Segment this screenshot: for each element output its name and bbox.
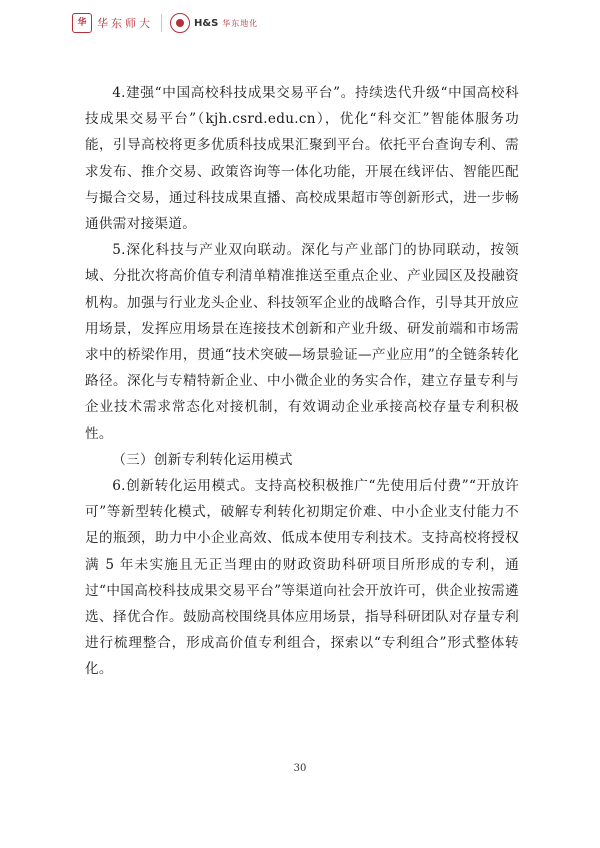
partner-logo — [170, 13, 258, 33]
university-emblem-icon: 华 — [72, 13, 92, 33]
partner-brand: H&S — [194, 17, 219, 29]
document-body — [85, 80, 519, 683]
paragraph-item-6: 6.创新转化运用模式。支持高校积极推广“先使用后付费”“开放许可”等新型转化模式，破解专利转化初期定价难、中小企业支付能力不足的瓶颈，助力中小企业高效、低成本使用专利技术。支持高校将授权满 5 年未实施且无正当理由的财政资助科研项目所形成的专利，通过“中国高校科技成果交易平台”等渠道向社会开放许可，供企业按需遴选、择优合作。鼓励高校围绕具体应用场景，指导科研团队对存量专利进行梳理整合，形成高价值专利组合，探索以“专利组合”形式整体转化。 — [85, 478, 519, 678]
header-divider — [161, 14, 162, 32]
university-logo-text: 华东师大 — [97, 17, 153, 30]
page-number: 30 — [293, 763, 307, 774]
university-logo — [72, 13, 153, 33]
partner-emblem-icon — [170, 13, 190, 33]
partner-logo-text: 华东地化 — [222, 18, 259, 28]
paragraph-item-4: 4.建强“中国高校科技成果交易平台”。持续迭代升级“中国高校科技成果交易平台”（kjh.csrd.edu.cn），优化“科交汇”智能体服务功能，引导高校将更多优质科技成果汇聚到平台。依托平台查询专利、需求发布、推介交易、政策咨询等一体化功能，开展在线评估、智能匹配与撮合交易，通过科技成果直播、高校成果超市等创新形式，进一步畅通供需对接渠道。 — [85, 85, 519, 233]
section-heading-3: （三）创新专利转化运用模式 — [112, 451, 293, 468]
page-header — [72, 10, 258, 36]
paragraph-item-5: 5.深化科技与产业双向联动。深化与产业部门的协同联动，按领域、分批次将高价值专利清单精准推送至重点企业、产业园区及投融资机构。加强与行业龙头企业、科技领军企业的战略合作，引导其开放应用场景，发挥应用场景在连接技术创新和产业升级、研发前端和市场需求中的桥梁作用，贯通“技术突破—场景验证—产业应用”的全链条转化路径。深化与专精特新企业、中小微企业的务实合作，建立存量专利与企业技术需求常态化对接机制，有效调动企业承接高校存量专利积极性。 — [85, 242, 519, 442]
